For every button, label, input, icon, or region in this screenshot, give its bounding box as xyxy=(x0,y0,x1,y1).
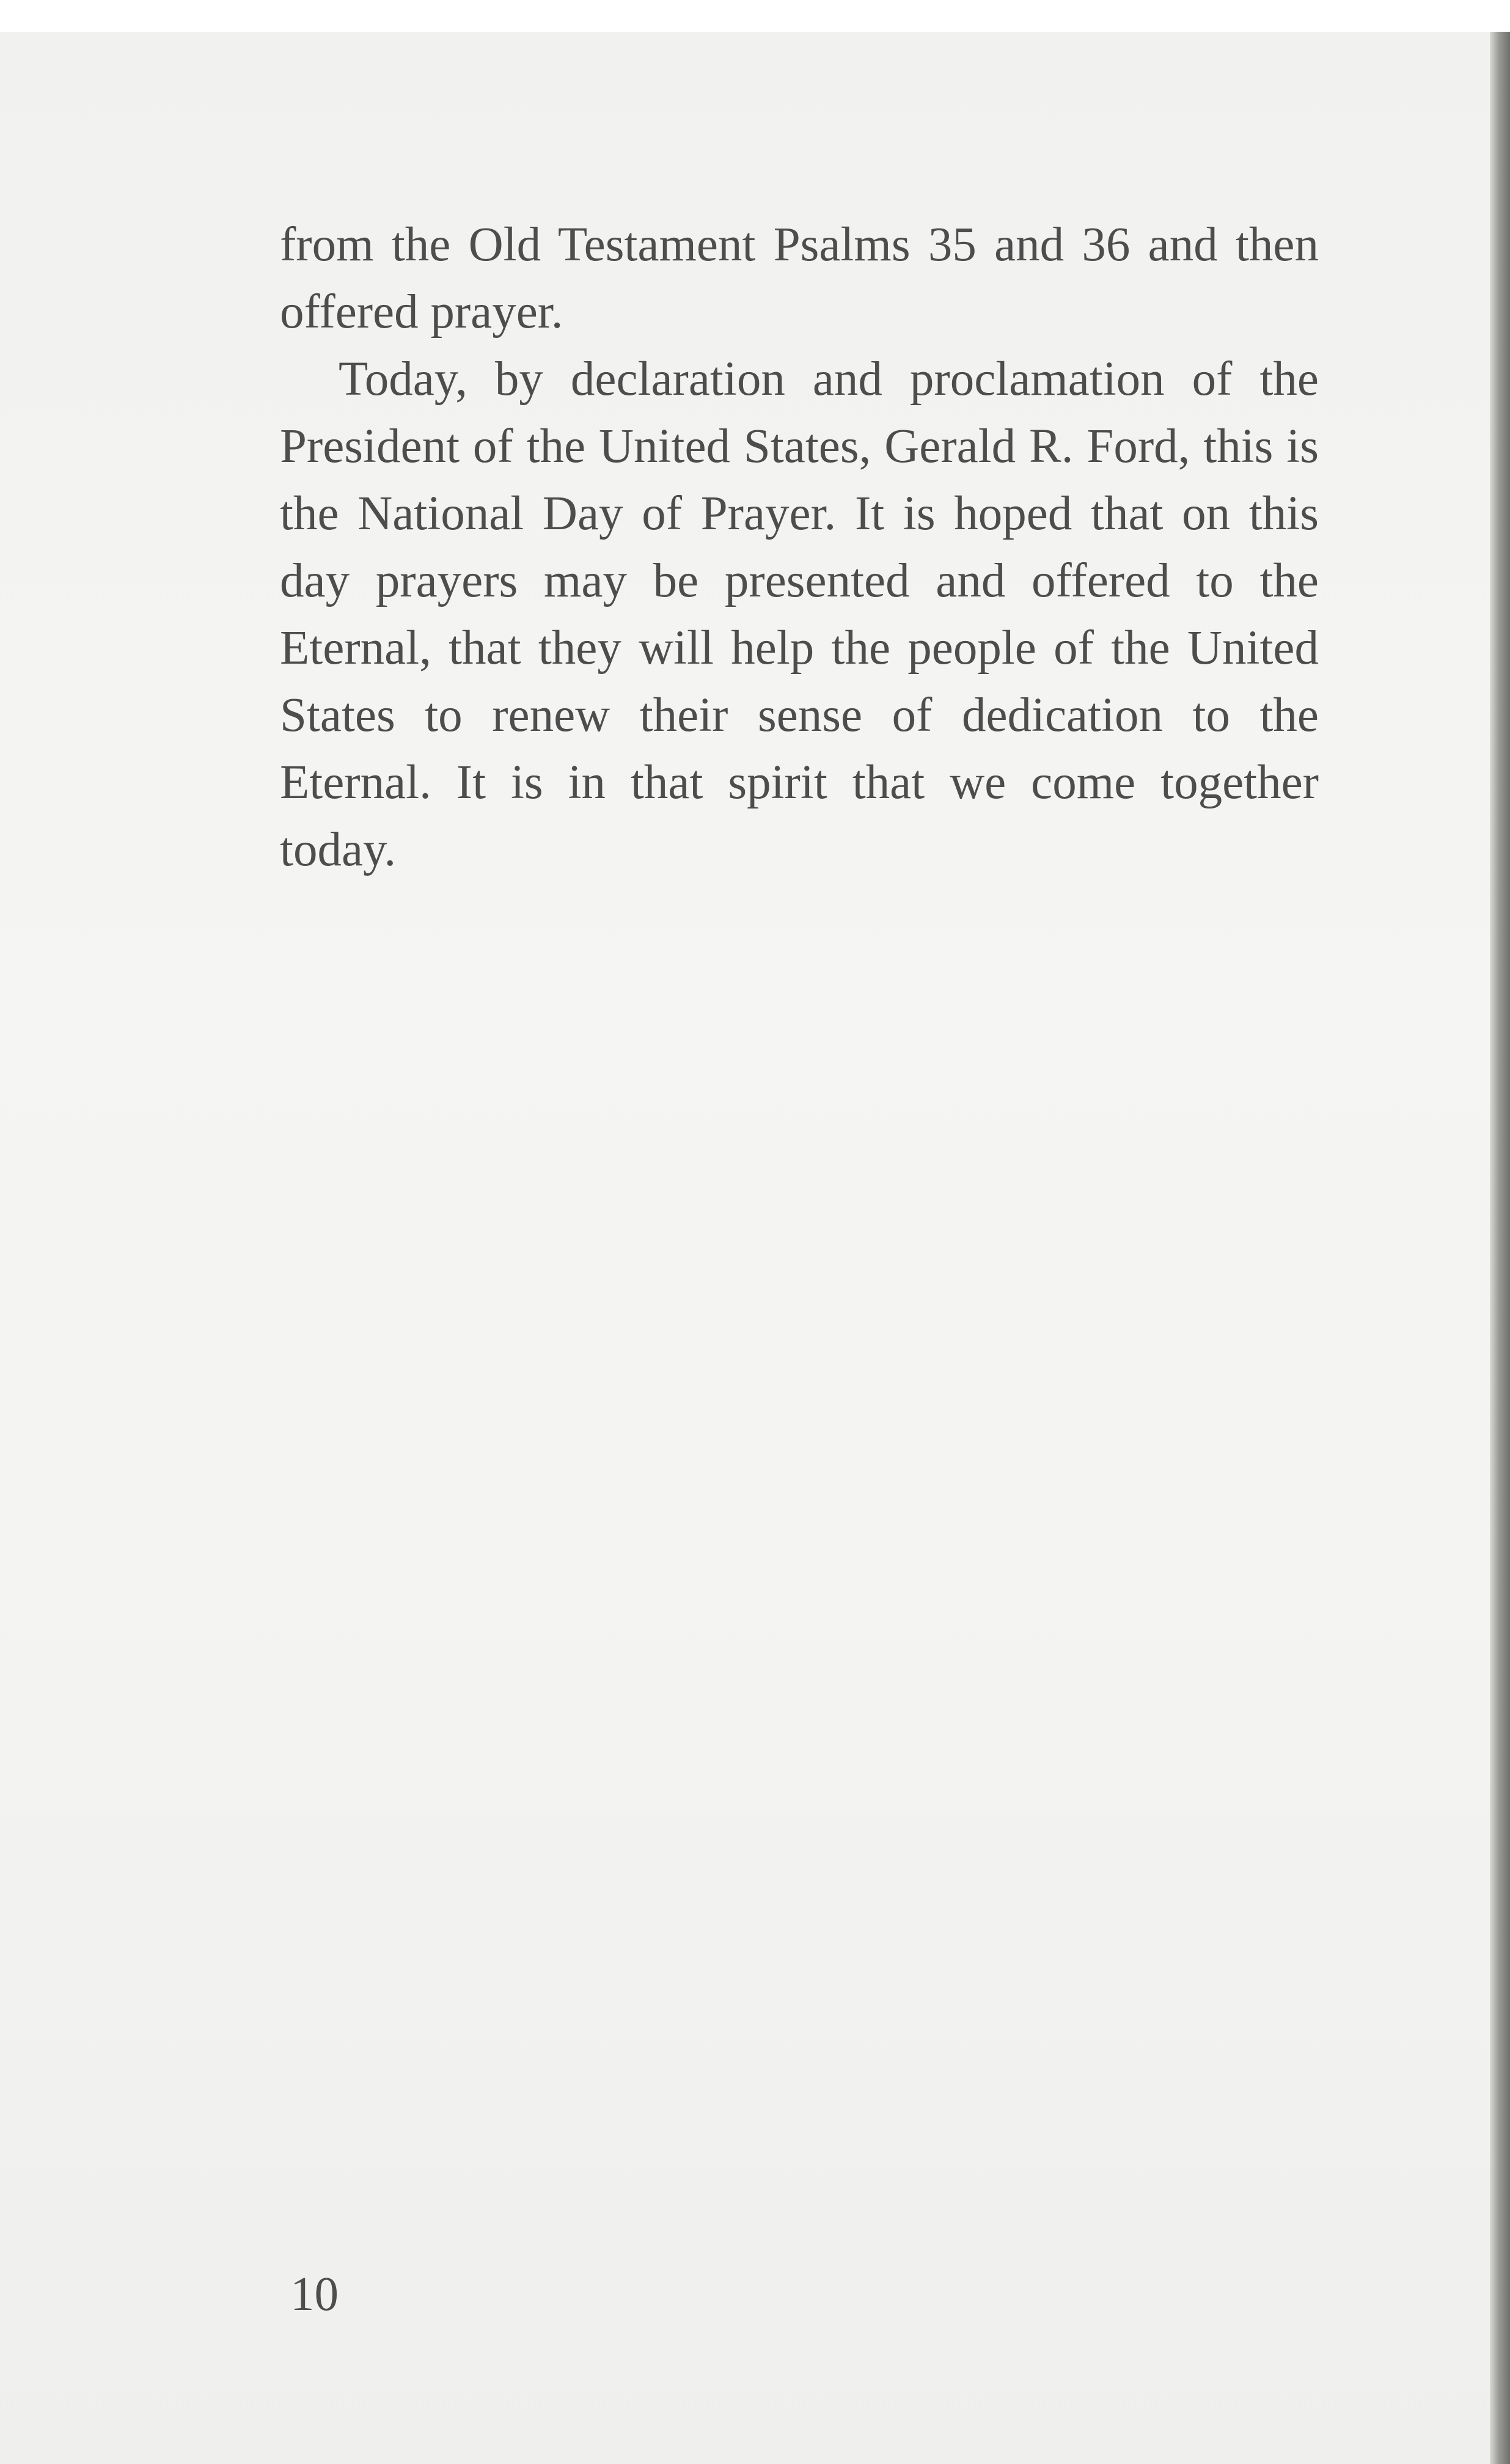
paragraph-national-day-of-prayer: Today, by declaration and proclamation of the President of the United States, Gerald R. Ford, this is the National Day of Prayer. It is hoped that on this day prayers may be presented and offered to the Eternal, that they will help the people of the United States to renew their sense of dedication to the Eternal. It is in that spirit that we come together today. xyxy=(280,353,1319,876)
page-edge-shadow xyxy=(1490,32,1510,2464)
page-number: 10 xyxy=(290,2268,339,2321)
paragraph-continued: from the Old Testament Psalms 35 and 36 and then offered prayer. xyxy=(280,218,1319,339)
body-text xyxy=(280,211,1319,884)
